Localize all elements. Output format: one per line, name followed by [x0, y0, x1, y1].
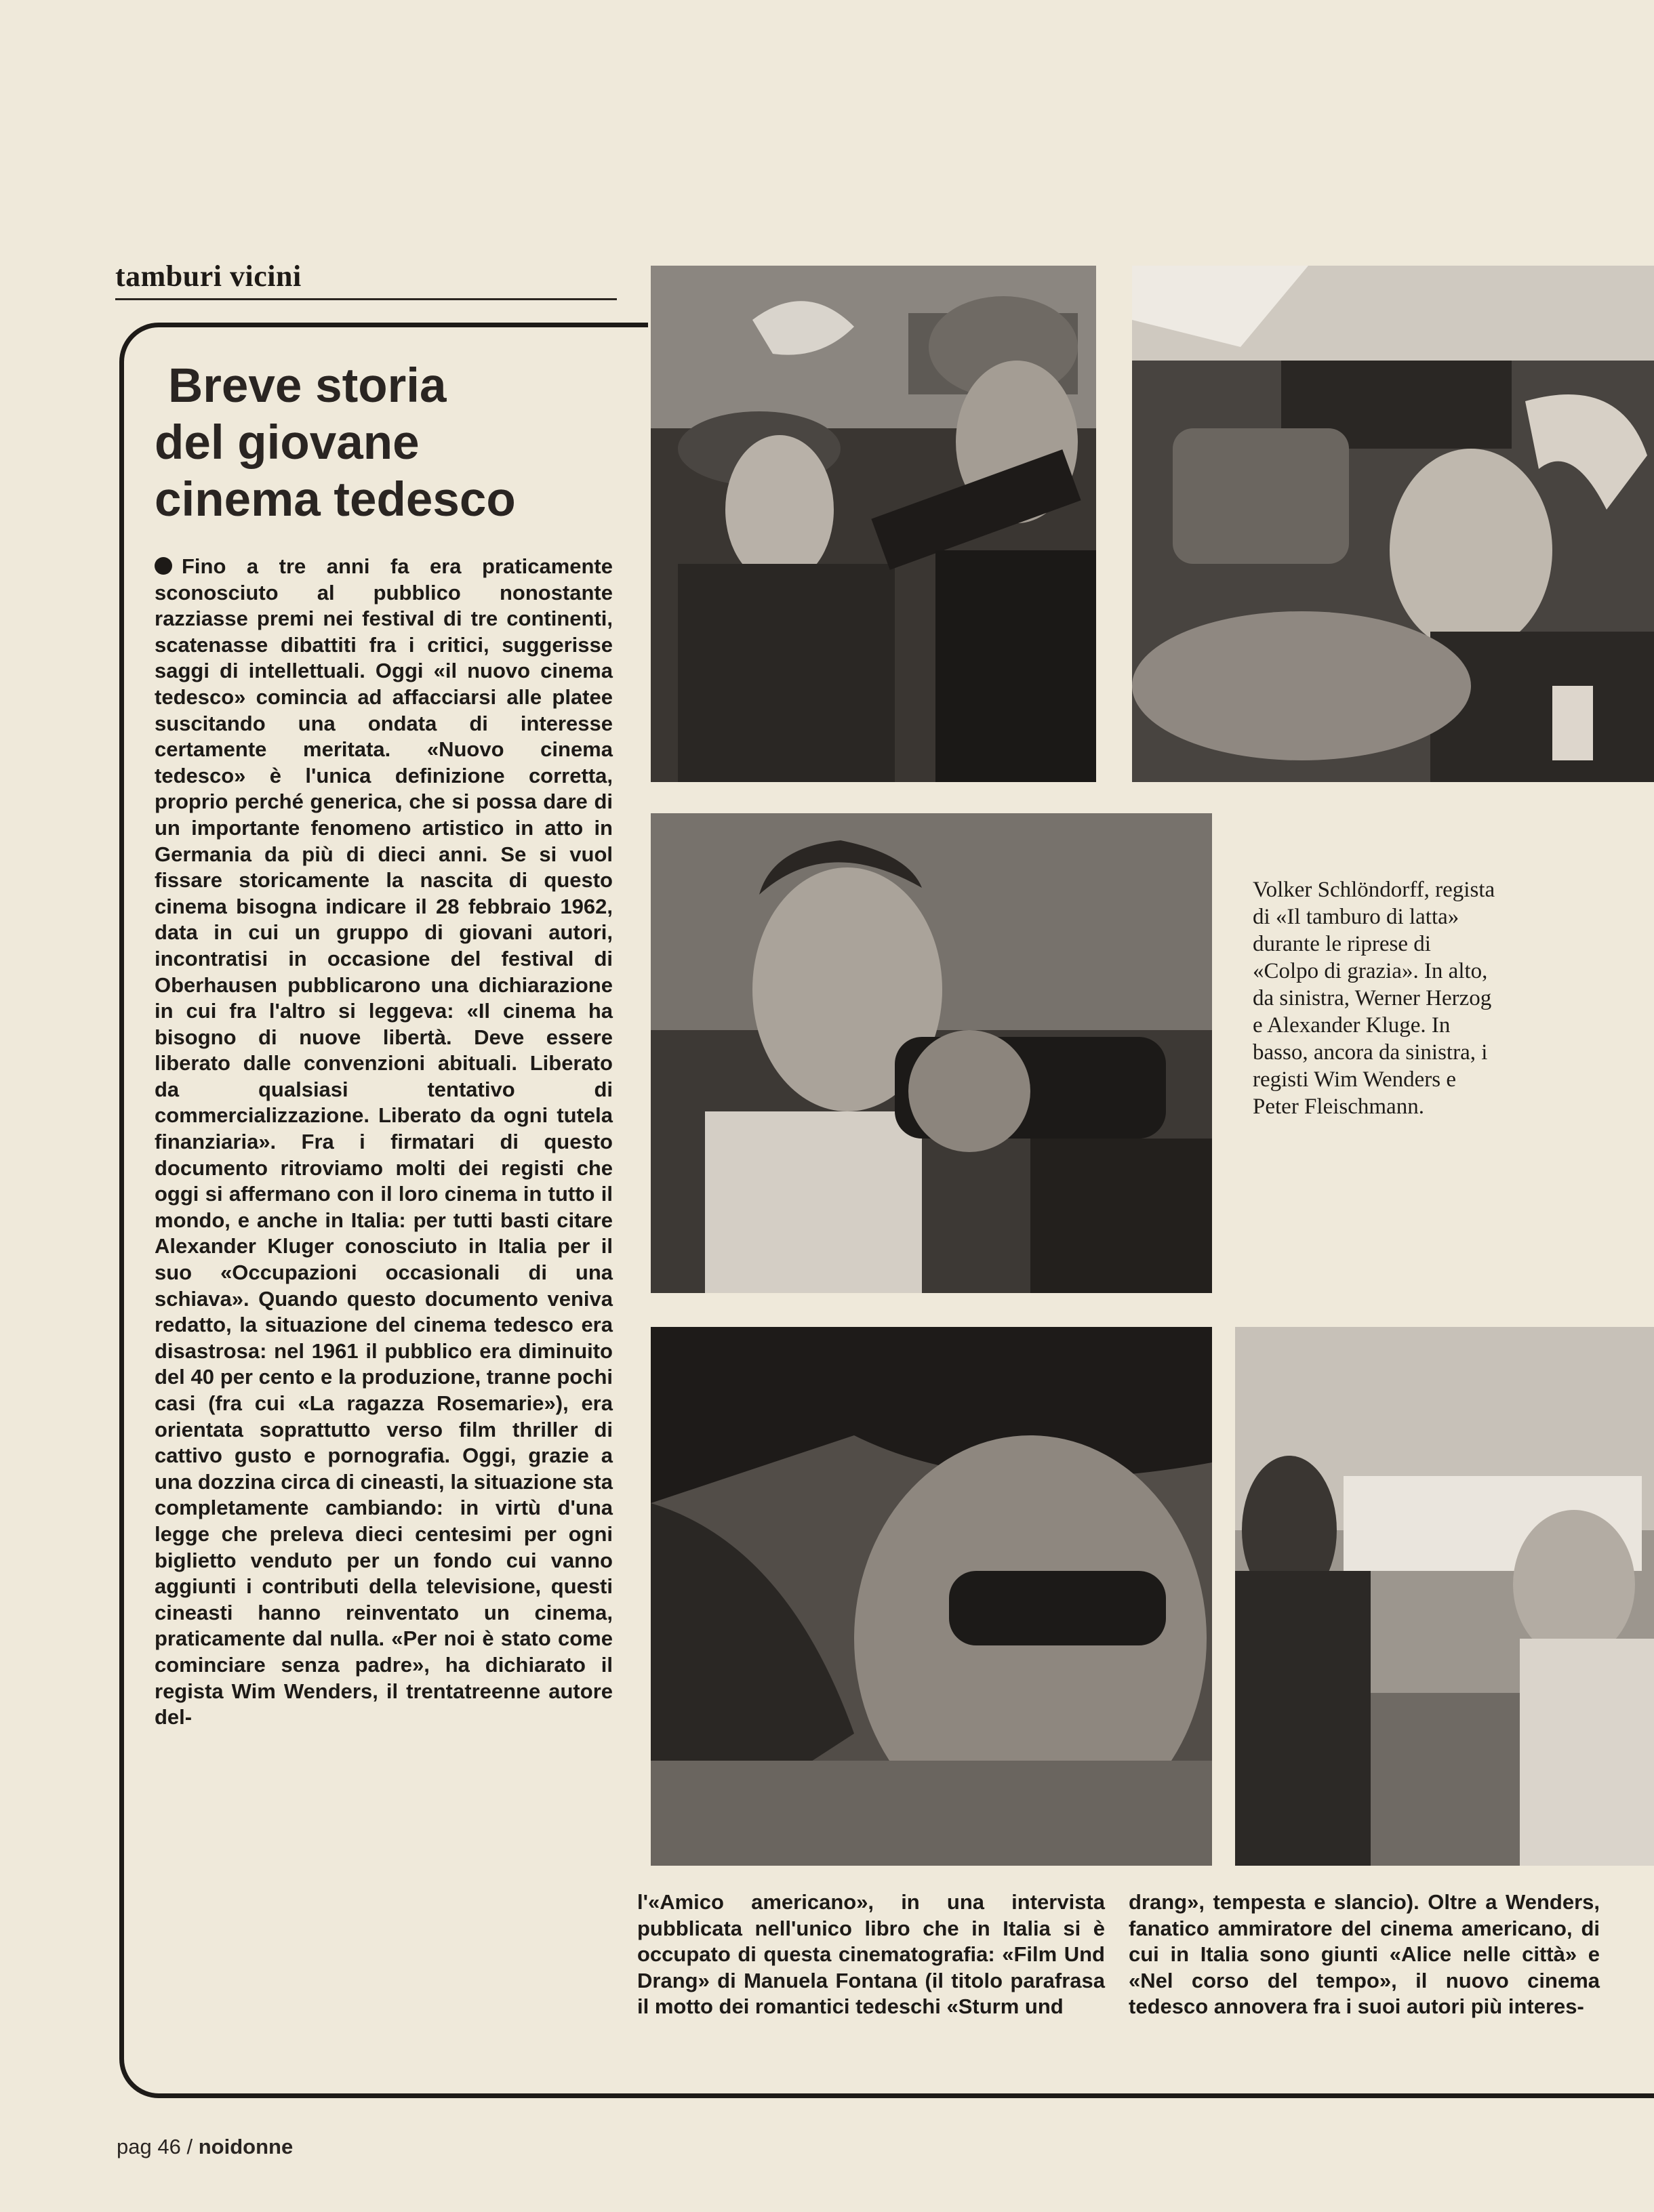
article-title: [155, 358, 616, 529]
body-column-3: drang», tempesta e slancio). Oltre a Wenders, fanatico ammiratore del cinema americano, di cui in Italia sono giunti «Alice nelle città» e «Nel corso del tempo», il nuovo cinema tedesco annovera fra i suoi autori più interes-: [1129, 1890, 1600, 2019]
body-column-1: [155, 554, 613, 1731]
footer-separator: /: [186, 2135, 193, 2158]
photo-caption: Volker Schlöndorff, regista di «Il tamburo di latta» durante le riprese di «Colpo di grazia». In alto, da sinistra, Werner Herzog e Alexander Kluge. In basso, ancora da sinistra, i registi Wim Wenders e Peter Fleischmann.: [1253, 878, 1495, 1119]
title-line-2: del giovane: [155, 416, 420, 470]
page-label: pag: [117, 2135, 152, 2158]
section-rule: [115, 298, 617, 300]
photo-volker-schlondorff: [651, 813, 1212, 1293]
photo-peter-fleischmann: [1235, 1327, 1654, 1866]
photo-werner-herzog: [651, 266, 1096, 782]
body-column-1-text: Fino a tre anni fa era praticamente sconosciuto al pubblico nonostante razziasse premi nei festival di tre continenti, scatenasse dibattiti fra i critici, suggerisse saggi di intellettuali. Oggi «il nuovo cinema tedesco» comincia ad affacciarsi alle platee suscitando una ondata di interesse certamente meritata. «Nuovo cinema tedesco» è l'unica definizione corretta, proprio perché generica, che si possa dare di un importante fenomeno artistico in atto in Germania da più di dieci anni. Se si vuol fissare storicamente la nascita di questo cinema bisogna indicare il 28 febbraio 1962, data in cui un gruppo di giovani autori, incontratisi in occasione del festival di Oberhausen pubblicarono una dichiarazione in cui fra l'altro si leggeva: «Il cinema ha bisogno di nuove libertà. Deve essere liberato dalle convenzioni abituali. Liberato da qualsiasi tentativo di commercializzazione. Liberato da ogni tutela finanziaria». Fra i firmatari di questo documento ritroviamo molti dei registi che oggi si affermano con il loro cinema in tutto il mondo, e anche in Italia: per tutti basti citare Alexander Kluger conosciuto in Italia per il suo «Occupazioni occasionali di una schiava». Quando questo documento veniva redatto, la situazione del cinema tedesco era disastrosa: nel 1961 il pubblico era diminuito del 40 per cento e la produzione, tranne pochi casi (fra cui «La ragazza Rosemarie»), era orientata soprattutto verso film thriller di cattivo gusto e pornografia. Oggi, grazie a una dozzina circa di cineasti, la situazione sta completamente cambiando: in virtù d'una legge che preleva dieci centesimi per ogni biglietto venduto per un fondo cui vanno aggiunti i contributi della televisione, questi cineasti hanno reinventato un cinema, praticamente dal nulla. «Per noi è stato come cominciare senza padre», ha dichiarato il regista Wim Wenders, il trentatreenne autore del-: [155, 554, 613, 1729]
title-line-3: cinema tedesco: [155, 473, 516, 527]
title-line-1: Breve storia: [168, 359, 447, 413]
bullet-icon: [155, 557, 172, 575]
page-number: 46: [157, 2135, 181, 2158]
magazine-name: noidonne: [198, 2135, 294, 2158]
section-label: tamburi vicini: [115, 260, 302, 293]
body-column-2: l'«Amico americano», in una intervista pubblicata nell'unico libro che in Italia si è occupato di questa cinematografia: «Film Und Drang» di Manuela Fontana (il titolo parafrasa il motto dei romantici tedeschi «Sturm und: [637, 1890, 1105, 2019]
photo-alexander-kluge: [1132, 266, 1654, 782]
photo-wim-wenders: [651, 1327, 1212, 1866]
page-footer: [117, 2135, 293, 2159]
